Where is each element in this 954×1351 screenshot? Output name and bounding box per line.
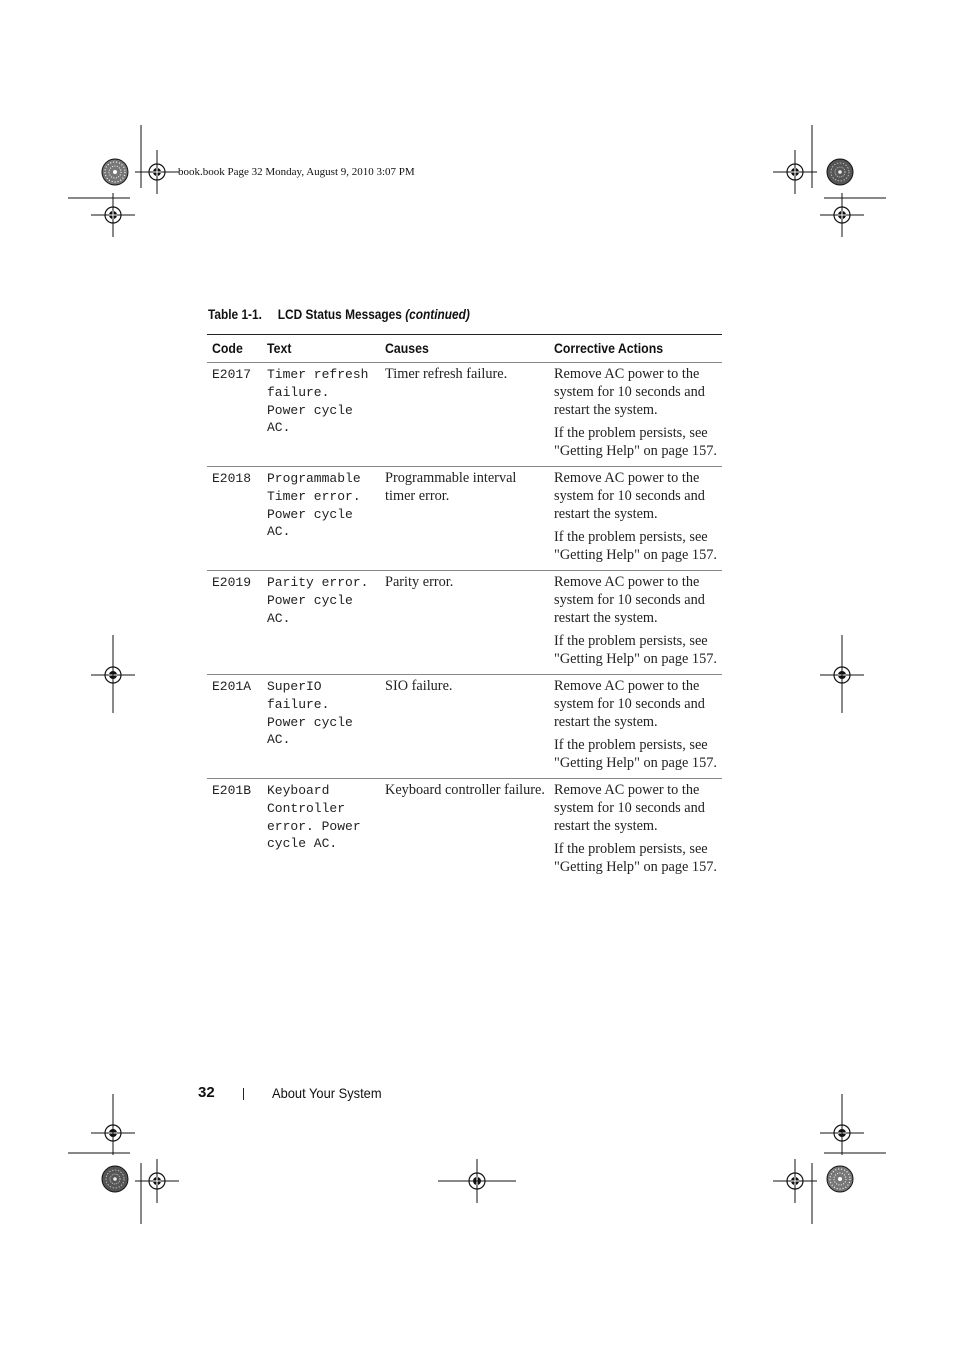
- caption-label: Table 1-1.: [208, 307, 262, 322]
- lcd-text: Timer refresh failure. Power cycle AC.: [262, 363, 380, 467]
- error-code: E2017: [207, 363, 262, 467]
- action-help: If the problem persists, see "Getting Help" on page 157.: [554, 737, 717, 772]
- column-header-causes: Causes: [380, 335, 549, 363]
- corrective-actions: [549, 570, 722, 674]
- cause: Programmable interval timer error.: [380, 466, 549, 570]
- error-code: E2018: [207, 466, 262, 570]
- registration-mark-icon: [820, 193, 864, 237]
- action-step: Remove AC power to the system for 10 seconds and restart the system.: [554, 677, 705, 730]
- registration-mark-icon: [773, 1159, 817, 1203]
- corrective-actions: [549, 466, 722, 570]
- caption-continued: (continued): [405, 307, 470, 322]
- action-step: Remove AC power to the system for 10 seconds and restart the system.: [554, 573, 705, 626]
- registration-mark-icon: [91, 193, 135, 237]
- lcd-text: Keyboard Controller error. Power cycle AC.: [267, 782, 361, 852]
- column-header-text: Text: [262, 335, 380, 363]
- cause: Parity error.: [380, 570, 549, 674]
- table-row: [207, 778, 722, 881]
- cause: Keyboard controller failure.: [385, 781, 545, 798]
- column-header-code: Code: [207, 335, 262, 363]
- action-help: If the problem persists, see "Getting Help" on page 157.: [554, 529, 717, 564]
- table-row: [207, 363, 722, 467]
- lcd-text: Programmable Timer error. Power cycle AC.: [262, 466, 380, 570]
- section-title: About Your System: [272, 1085, 382, 1101]
- cause: Timer refresh failure.: [380, 363, 549, 467]
- color-bar-icon: [102, 1166, 128, 1192]
- corrective-actions: [549, 674, 722, 778]
- table-caption: [208, 307, 470, 322]
- error-code: E201B: [212, 782, 252, 798]
- corrective-actions: [549, 363, 722, 467]
- color-bar-icon: [102, 159, 128, 185]
- color-bar-icon: [827, 159, 853, 185]
- error-code: E201A: [207, 674, 262, 778]
- page-number: 32: [198, 1084, 215, 1101]
- action-help: If the problem persists, see "Getting Help" on page 157.: [554, 425, 717, 460]
- table-header-row: [207, 335, 722, 363]
- caption-title: LCD Status Messages: [277, 307, 402, 322]
- table-row: [207, 674, 722, 778]
- lcd-status-table: [207, 334, 722, 882]
- action-step: Remove AC power to the system for 10 seconds and restart the system.: [554, 781, 705, 834]
- cause: SIO failure.: [380, 674, 549, 778]
- lcd-text: SuperIO failure. Power cycle AC.: [262, 674, 380, 778]
- table-row: [207, 466, 722, 570]
- lcd-text: Parity error. Power cycle AC.: [262, 570, 380, 674]
- registration-mark-icon: [135, 1159, 179, 1203]
- action-help: If the problem persists, see "Getting Help" on page 157.: [554, 633, 717, 668]
- column-header-corrective-actions: Corrective Actions: [549, 335, 722, 363]
- action-step: Remove AC power to the system for 10 seconds and restart the system.: [554, 366, 705, 418]
- registration-mark-icon: [135, 150, 179, 194]
- action-step: Remove AC power to the system for 10 seconds and restart the system.: [554, 469, 705, 522]
- footer-divider: [243, 1088, 244, 1100]
- corrective-actions: [549, 778, 722, 881]
- color-bar-icon: [827, 1166, 853, 1192]
- print-header: book.book Page 32 Monday, August 9, 2010 3:07 PM: [178, 166, 415, 178]
- action-help: If the problem persists, see "Getting Help" on page 157.: [554, 841, 717, 876]
- error-code: E2019: [207, 570, 262, 674]
- table-row: [207, 570, 722, 674]
- registration-mark-icon: [773, 150, 817, 194]
